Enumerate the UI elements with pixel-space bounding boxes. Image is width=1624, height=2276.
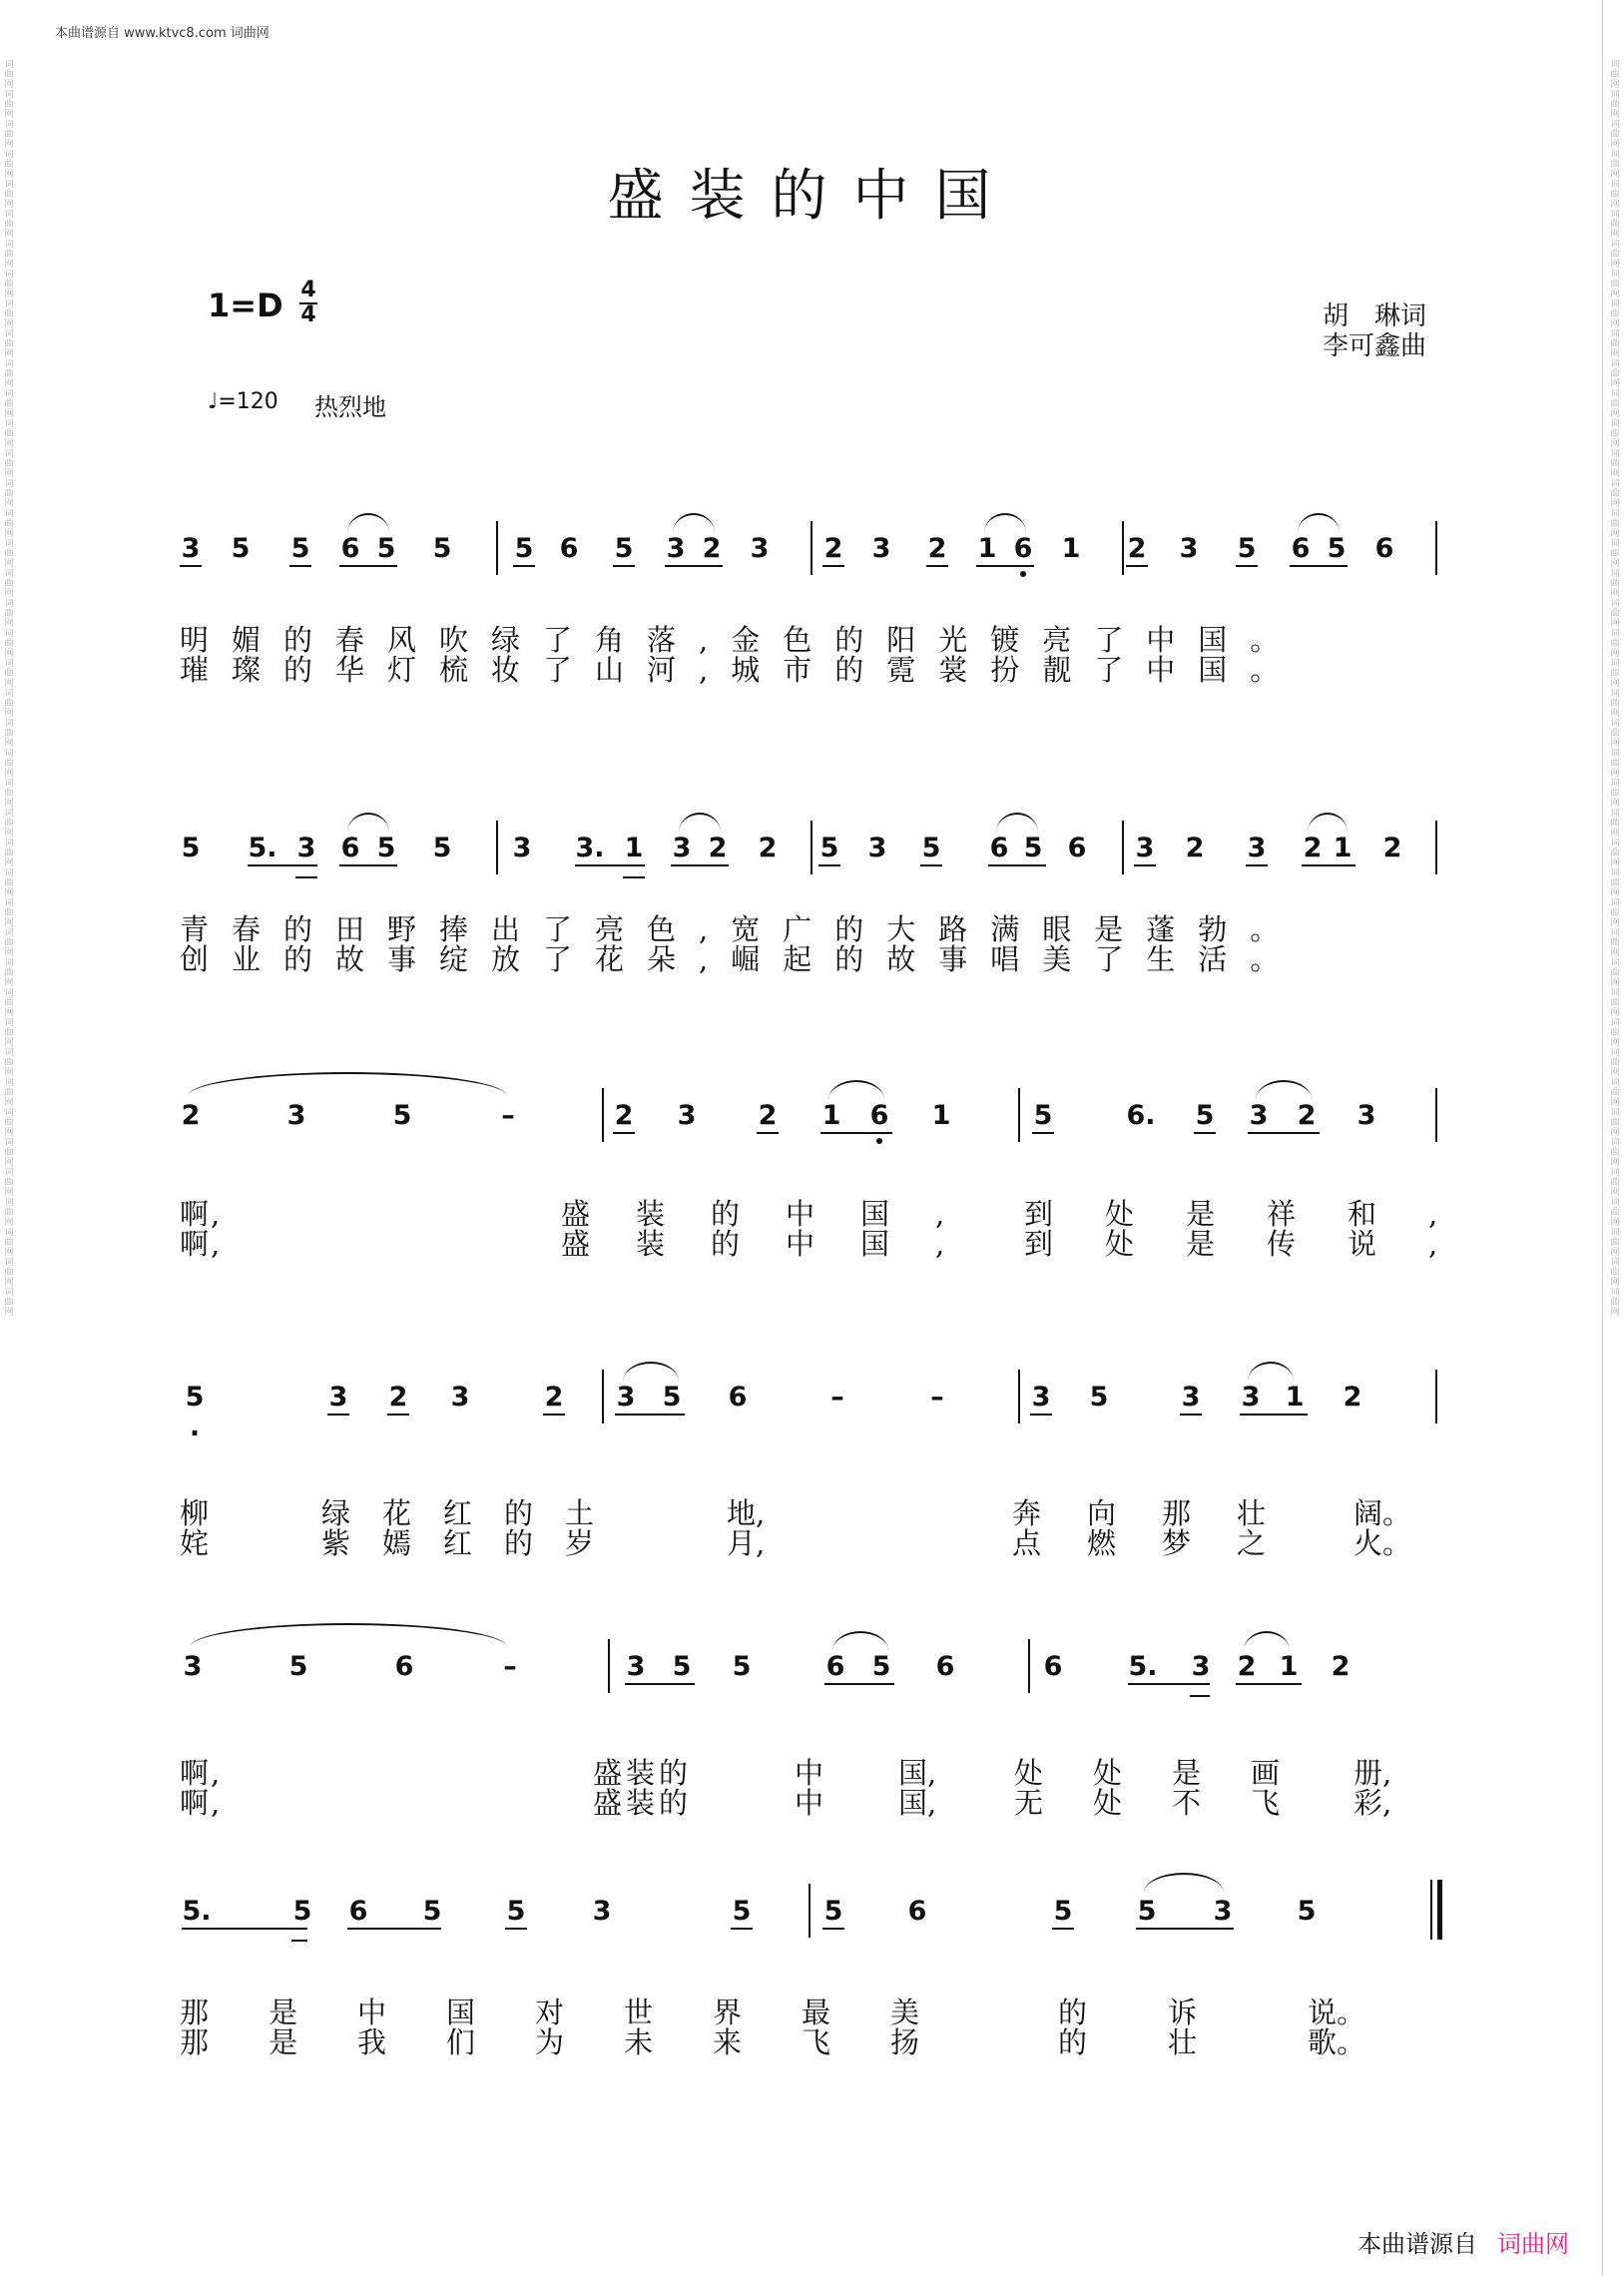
time-top: 4 [300, 278, 316, 302]
note: 5 [823, 1896, 843, 1927]
note: 6 [728, 1382, 748, 1413]
note: 6 [825, 1651, 845, 1682]
note: 3 [286, 1100, 306, 1131]
barline [1435, 521, 1437, 575]
note: 3 [450, 1382, 470, 1413]
note: 3 [1247, 833, 1267, 863]
note: 3 [677, 1100, 697, 1131]
lyric-row-3-verse-1: 啊, 盛装的中国, 到处是祥和, [180, 1197, 1490, 1231]
barline [1028, 1639, 1030, 1693]
barline [1435, 1370, 1437, 1423]
note: 3 [183, 1651, 203, 1682]
note: 3 [1031, 1382, 1051, 1413]
lyric-row-1-verse-1: 明媚的春风吹绿了角落,金色的阳光镀亮了中国。 [180, 623, 1303, 657]
lyric-row-1-verse-2: 璀璨的华灯梳妆了山河,城市的霓裳扮靓了中国。 [180, 653, 1303, 687]
note: 3 [296, 833, 316, 863]
note: 5 [1023, 833, 1043, 863]
footer-source: 本曲谱源自 [1357, 2230, 1477, 2258]
note: 6 [559, 533, 579, 564]
note: 3 [750, 533, 770, 564]
note: 5 . [185, 1382, 205, 1442]
note: 2 [388, 1382, 408, 1413]
header-source: 本曲谱源自 www.ktvc8.com 词曲网 [55, 26, 270, 41]
note: 5 [614, 533, 634, 564]
note: 6 [340, 533, 360, 564]
note: 2 [1382, 833, 1402, 863]
note: 2 [614, 1100, 634, 1131]
note: – [830, 1382, 844, 1413]
time-signature [299, 280, 317, 326]
lyric-row-6-verse-2: 那是我们为未来飞扬 的 壮 歌。 [180, 2025, 1366, 2059]
note: 6 [935, 1651, 955, 1682]
note: 3 [672, 833, 692, 863]
note: 5 [819, 833, 839, 863]
note: 6 [869, 1100, 889, 1131]
note: 3 [1135, 833, 1155, 863]
note: 1 [1333, 833, 1353, 863]
note: 6 [1013, 533, 1033, 564]
note: 5. [182, 1896, 212, 1927]
barline [1018, 1088, 1020, 1142]
note: 3 [1181, 1382, 1201, 1413]
right-margin-line [1602, 0, 1603, 2276]
barline [809, 1884, 811, 1938]
footer-site-link[interactable]: 词曲网 [1497, 2230, 1569, 2258]
side-watermark-right: 词曲网词曲网词曲网词曲网词曲网词曲网词曲网词曲网词曲网词曲网词曲网词曲网词曲网词曲网词曲网词曲网词曲网词曲网词曲网词曲网词曲网词曲网词曲网词曲网词曲网词曲网词曲网词曲网词曲网词曲网词曲网词曲网词曲网词曲网词曲网词曲网词曲网词曲网词曲网词曲网词曲网词曲网 [1610, 60, 1620, 1318]
page-title: 盛装的中国 [607, 164, 1017, 229]
note: 3 [1179, 533, 1199, 564]
note: 6 [989, 833, 1009, 863]
note: 2 [1297, 1100, 1317, 1131]
note: 5 [290, 533, 310, 564]
barline [811, 821, 812, 874]
lyric-row-2-verse-1: 青春的田野捧出了亮色,宽广的大路满眼是蓬勃。 [180, 912, 1303, 946]
note: 2 [927, 533, 947, 564]
note: 5 [432, 533, 452, 564]
barline [496, 521, 498, 575]
note: 5 [288, 1651, 308, 1682]
note: 2 [1237, 1651, 1257, 1682]
note: 1 [931, 1100, 951, 1131]
note: 5 [506, 1896, 526, 1927]
note: 5 [392, 1100, 412, 1131]
note: 5 [1033, 1100, 1053, 1131]
note: 2 [1185, 833, 1205, 863]
note: 3 [1356, 1100, 1376, 1131]
side-watermark-left: 词曲网词曲网词曲网词曲网词曲网词曲网词曲网词曲网词曲网词曲网词曲网词曲网词曲网词曲网词曲网词曲网词曲网词曲网词曲网词曲网词曲网词曲网词曲网词曲网词曲网词曲网词曲网词曲网词曲网词曲网词曲网词曲网词曲网词曲网词曲网词曲网词曲网词曲网词曲网词曲网词曲网词曲网 [4, 60, 14, 1318]
note: 5 [921, 833, 941, 863]
note: 2 [181, 1100, 201, 1131]
note: 3 [1249, 1100, 1269, 1131]
note: 1 [1285, 1382, 1305, 1413]
note: 3 [626, 1651, 646, 1682]
note: 5 [732, 1896, 752, 1927]
note: 5 [1327, 533, 1347, 564]
note: 5 [181, 833, 201, 863]
note: 5 [1195, 1100, 1215, 1131]
note: 2 [758, 833, 778, 863]
final-barline-thin [1430, 1880, 1432, 1940]
note: 5 [422, 1896, 442, 1927]
note: 5 [1137, 1896, 1157, 1927]
note: 3 [616, 1382, 636, 1413]
note: 1 [1061, 533, 1081, 564]
barline [1122, 821, 1124, 874]
note: 2 [702, 533, 722, 564]
note: 5 [376, 533, 396, 564]
note: 6 [348, 1896, 368, 1927]
barline [602, 1370, 604, 1423]
note: 5. [248, 833, 277, 863]
final-barline-thick [1437, 1880, 1442, 1940]
note: 2 [1303, 833, 1323, 863]
note: 6 [1374, 533, 1394, 564]
note: 5 [514, 533, 534, 564]
note: 6. [1126, 1100, 1156, 1131]
barline [602, 1088, 604, 1142]
note: 3 [1191, 1651, 1211, 1682]
note: 2 [758, 1100, 778, 1131]
note: – [503, 1651, 517, 1682]
note: 3. [575, 833, 605, 863]
note: 3 [666, 533, 686, 564]
barline [496, 821, 498, 874]
note: 5 [231, 533, 251, 564]
mood-mark: 热烈地 [314, 393, 386, 421]
note: 5 [1053, 1896, 1073, 1927]
barline [608, 1639, 610, 1693]
note: 5 [662, 1382, 682, 1413]
lyricist: 胡 琳词 [1323, 301, 1427, 331]
key-signature: 1=D [208, 286, 283, 324]
lyric-row-2-verse-2: 创业的故事绽放了花朵,崛起的故事唱美了生活。 [180, 942, 1303, 976]
note: 1 [977, 533, 997, 564]
barline [811, 521, 812, 575]
tempo-mark: ♩=120 [208, 389, 278, 414]
note: 5 [432, 833, 452, 863]
barline [1435, 821, 1437, 874]
note: 6 [1067, 833, 1087, 863]
note: 5 [871, 1651, 891, 1682]
note: 6 [1043, 1651, 1063, 1682]
lyric-row-5-verse-1: 啊, 盛装的 中 国, 处处是画 册, [180, 1756, 1392, 1790]
barline [1018, 1370, 1020, 1423]
note: 3 [1241, 1382, 1261, 1413]
note: 5 [1237, 533, 1257, 564]
note: 5 [672, 1651, 692, 1682]
note: 5 [1089, 1382, 1109, 1413]
note: 1 [821, 1100, 841, 1131]
note: – [501, 1100, 515, 1131]
lyric-row-3-verse-2: 啊, 盛装的中国, 到处是传说, [180, 1227, 1490, 1261]
note: 6 [1291, 533, 1311, 564]
note: – [930, 1382, 944, 1413]
note: 2 [544, 1382, 564, 1413]
barline [1435, 1088, 1437, 1142]
note: 3 [512, 833, 532, 863]
note: 1 [1279, 1651, 1299, 1682]
time-bottom: 4 [300, 302, 316, 327]
note: 1 [624, 833, 644, 863]
note: 2 [1331, 1651, 1351, 1682]
note: 6 [907, 1896, 927, 1927]
lyric-row-4-verse-1: 柳 绿花红的土 地, 奔向那壮 阔。 [180, 1496, 1412, 1530]
lyric-row-6-verse-1: 那是中国对世界最美 的 诉 说。 [180, 1995, 1366, 2029]
note: 5 [292, 1896, 312, 1927]
composer: 李可鑫曲 [1323, 331, 1427, 361]
note: 3 [1213, 1896, 1233, 1927]
note: 2 [1343, 1382, 1362, 1413]
note: 2 [823, 533, 843, 564]
lyric-row-4-verse-2: 姹 紫嫣红的岁 月, 点燃梦之 火。 [180, 1526, 1412, 1560]
note: 2 [708, 833, 728, 863]
note: 5 [1297, 1896, 1317, 1927]
note: 3 [592, 1896, 612, 1927]
note: 2 [1127, 533, 1147, 564]
lyric-row-5-verse-2: 啊, 盛装的 中 国, 无处不飞 彩, [180, 1786, 1392, 1820]
note: 6 [340, 833, 360, 863]
note: 3 [181, 533, 201, 564]
note: 5 [376, 833, 396, 863]
note: 6 [394, 1651, 414, 1682]
note: 3 [328, 1382, 348, 1413]
note: 3 [871, 533, 891, 564]
note: 5. [1128, 1651, 1158, 1682]
note: 5 [732, 1651, 752, 1682]
note: 3 [867, 833, 887, 863]
